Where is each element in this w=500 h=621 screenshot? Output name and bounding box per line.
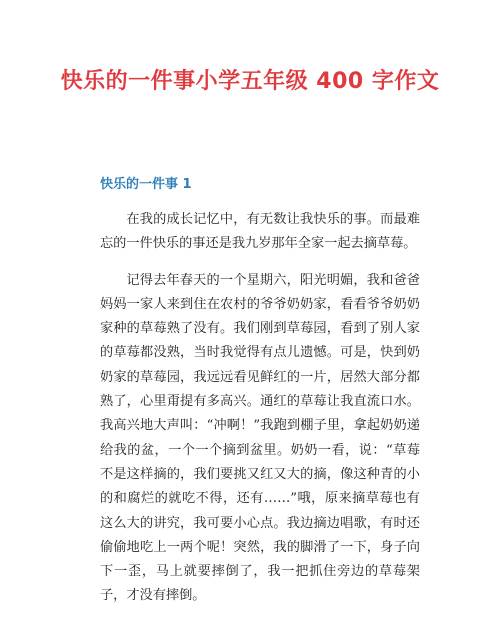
document-title: 快乐的一件事小学五年级 400 字作文 bbox=[60, 69, 440, 94]
document-body bbox=[100, 208, 420, 621]
section-heading: 快乐的一件事 1 bbox=[100, 177, 192, 192]
paragraph-intro: 在我的成长记忆中，有无数让我快乐的事。而最难忘的一件快乐的事还是我九岁那年全家一起去摘草莓。 bbox=[100, 212, 420, 252]
paragraph-story: 记得去年春天的一个星期六，阳光明媚，我和爸爸妈妈一家人来到住在农村的爷爷奶奶家，看看爷爷奶奶家种的草莓熟了没有。我们刚到草莓园，看到了别人家的草莓都没熟，当时我觉得有点儿遗憾。可是，快到奶奶家的草莓园，我远远看见鲜红的一片，居然大部分都熟了，心里甭提有多高兴。通红的草莓让我直流口水。我高兴地大声叫：“冲啊！”我跑到棚子里，拿起奶奶递给我的盆，一个一个摘到盆里。奶奶一看，说：“草莓不是这样摘的，我们要挑又红又大的摘，像这种青的小的和腐烂的就吃不得，还有……”哦，原来摘草莓也有这么大的讲究，我可要小心点。我边摘边唱歌，有时还偷偷地吃上一两个呢！突然，我的脚滑了一下，身子向下一歪，马上就要摔倒了，我一把抓住旁边的草莓架子，才没有摔倒。 bbox=[100, 272, 420, 604]
